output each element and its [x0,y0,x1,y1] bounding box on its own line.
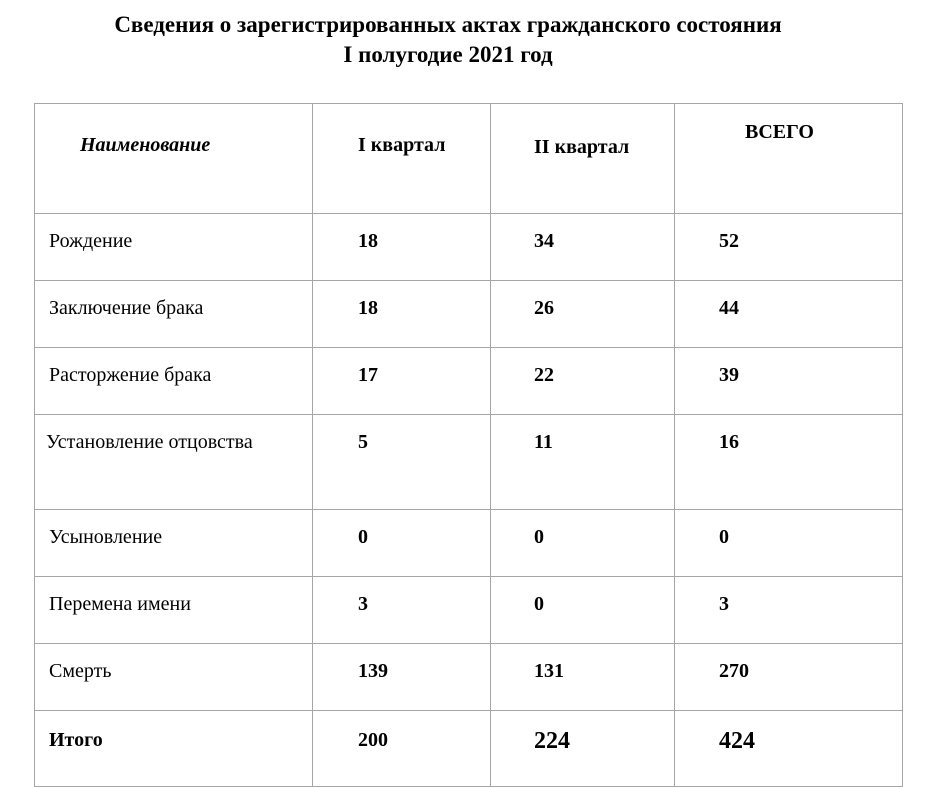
row-name: Расторжение брака [35,348,313,415]
header-name: Наименование [35,104,313,214]
header-q1: I квартал [313,104,491,214]
row-q1: 18 [313,214,491,281]
row-q2: 0 [491,510,675,577]
row-q1: 139 [313,644,491,711]
header-total: ВСЕГО [675,104,903,214]
summary-q1: 200 [313,711,491,787]
row-total: 270 [675,644,903,711]
table-row [35,348,903,415]
summary-name: Итого [35,711,313,787]
table-row [35,281,903,348]
row-q2: 34 [491,214,675,281]
row-name: Усыновление [35,510,313,577]
row-q1: 5 [313,415,491,510]
registry-table [34,103,903,787]
row-q1: 3 [313,577,491,644]
table-row [35,510,903,577]
row-total: 0 [675,510,903,577]
row-q2: 26 [491,281,675,348]
row-q1: 18 [313,281,491,348]
summary-row [35,711,903,787]
row-name: Перемена имени [35,577,313,644]
title-line-2: I полугодие 2021 год [343,42,553,67]
summary-total: 424 [675,711,903,787]
row-total: 16 [675,415,903,510]
document-title [0,10,896,70]
table-row [35,415,903,510]
row-total: 3 [675,577,903,644]
title-line-1: Сведения о зарегистрированных актах гражданского состояния [114,12,782,37]
row-q2: 131 [491,644,675,711]
row-q2: 0 [491,577,675,644]
table-row [35,214,903,281]
row-name: Рождение [35,214,313,281]
row-q2: 11 [491,415,675,510]
summary-q2: 224 [491,711,675,787]
row-name: Заключение брака [35,281,313,348]
row-total: 39 [675,348,903,415]
header-q2: II квартал [491,104,675,214]
table-row [35,577,903,644]
row-q1: 0 [313,510,491,577]
table-row [35,644,903,711]
row-name: Установление отцовства [35,415,313,510]
row-name: Смерть [35,644,313,711]
table-header-row [35,104,903,214]
row-q1: 17 [313,348,491,415]
row-q2: 22 [491,348,675,415]
row-total: 44 [675,281,903,348]
row-total: 52 [675,214,903,281]
